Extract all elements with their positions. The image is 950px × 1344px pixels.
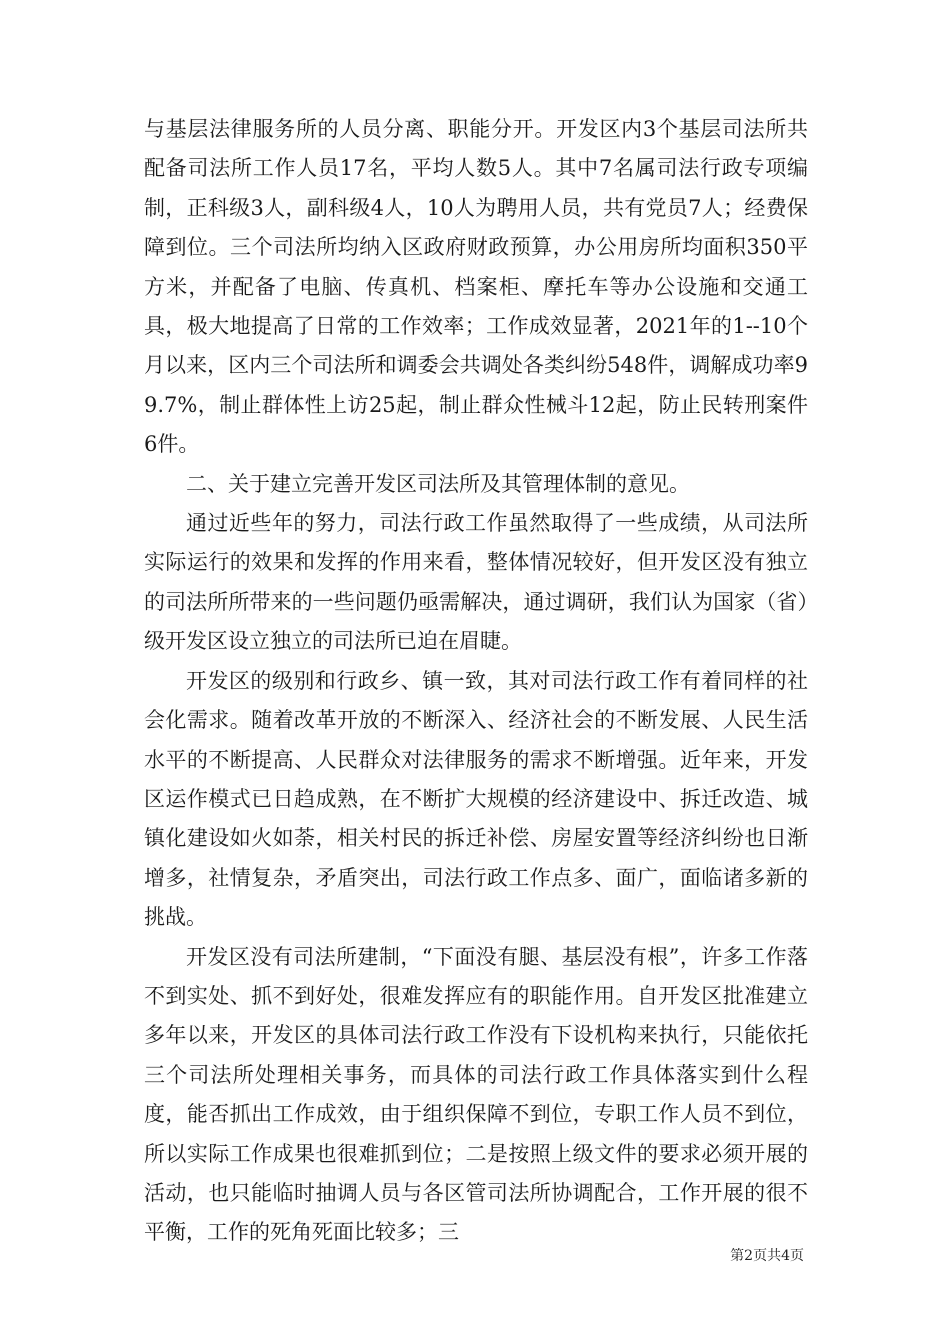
paragraph: 通过近些年的努力，司法行政工作虽然取得了一些成绩，从司法所实际运行的效果和发挥的作用来看，整体情况较好，但开发区没有独立的司法所所带来的一些问题仍亟需解决，通过调研，我们认为国家（省）级开发区设立独立的司法所已迫在眉睫。	[144, 511, 808, 654]
document-body	[144, 110, 808, 1253]
paragraph-continuation: 与基层法律服务所的人员分离、职能分开。开发区内3个基层司法所共配备司法所工作人员17名，平均人数5人。其中7名属司法行政专项编制，正科级3人，副科级4人，10人为聘用人员，共有党员7人；经费保障到位。三个司法所均纳入区政府财政预算，办公用房所均面积350平方米，并配备了电脑、传真机、档案柜、摩托车等办公设施和交通工具，极大地提高了日常的工作效率；工作成效显著，2021年的1--10个月以来，区内三个司法所和调委会共调处各类纠纷548件，调解成功率99.7%，制止群体性上访25起，制止群众性械斗12起，防止民转刑案件6件。	[144, 117, 808, 457]
paragraph: 开发区没有司法所建制，“下面没有腿、基层没有根”，许多工作落不到实处、抓不到好处，很难发挥应有的职能作用。自开发区批准建立多年以来，开发区的具体司法行政工作没有下设机构来执行，只能依托三个司法所处理相关事务，而具体的司法行政工作具体落实到什么程度，能否抓出工作成效，由于组织保障不到位，专职工作人员不到位，所以实际工作成果也很难抓到位；二是按照上级文件的要求必须开展的活动，也只能临时抽调人员与各区管司法所协调配合，工作开展的很不平衡，工作的死角死面比较多；三	[144, 944, 808, 1245]
paragraph: 开发区的级别和行政乡、镇一致，其对司法行政工作有着同样的社会化需求。随着改革开放的不断深入、经济社会的不断发展、人民生活水平的不断提高、人民群众对法律服务的需求不断增强。近年来，开发区运作模式已日趋成熟，在不断扩大规模的经济建设中、拆迁改造、城镇化建设如火如荼，相关村民的拆迁补偿、房屋安置等经济纠纷也日渐增多，社情复杂，矛盾突出，司法行政工作点多、面广，面临诸多新的挑战。	[144, 668, 808, 930]
section-heading: 二、关于建立完善开发区司法所及其管理体制的意见。	[186, 471, 690, 496]
page-number: 第2页共4页	[730, 1248, 804, 1264]
